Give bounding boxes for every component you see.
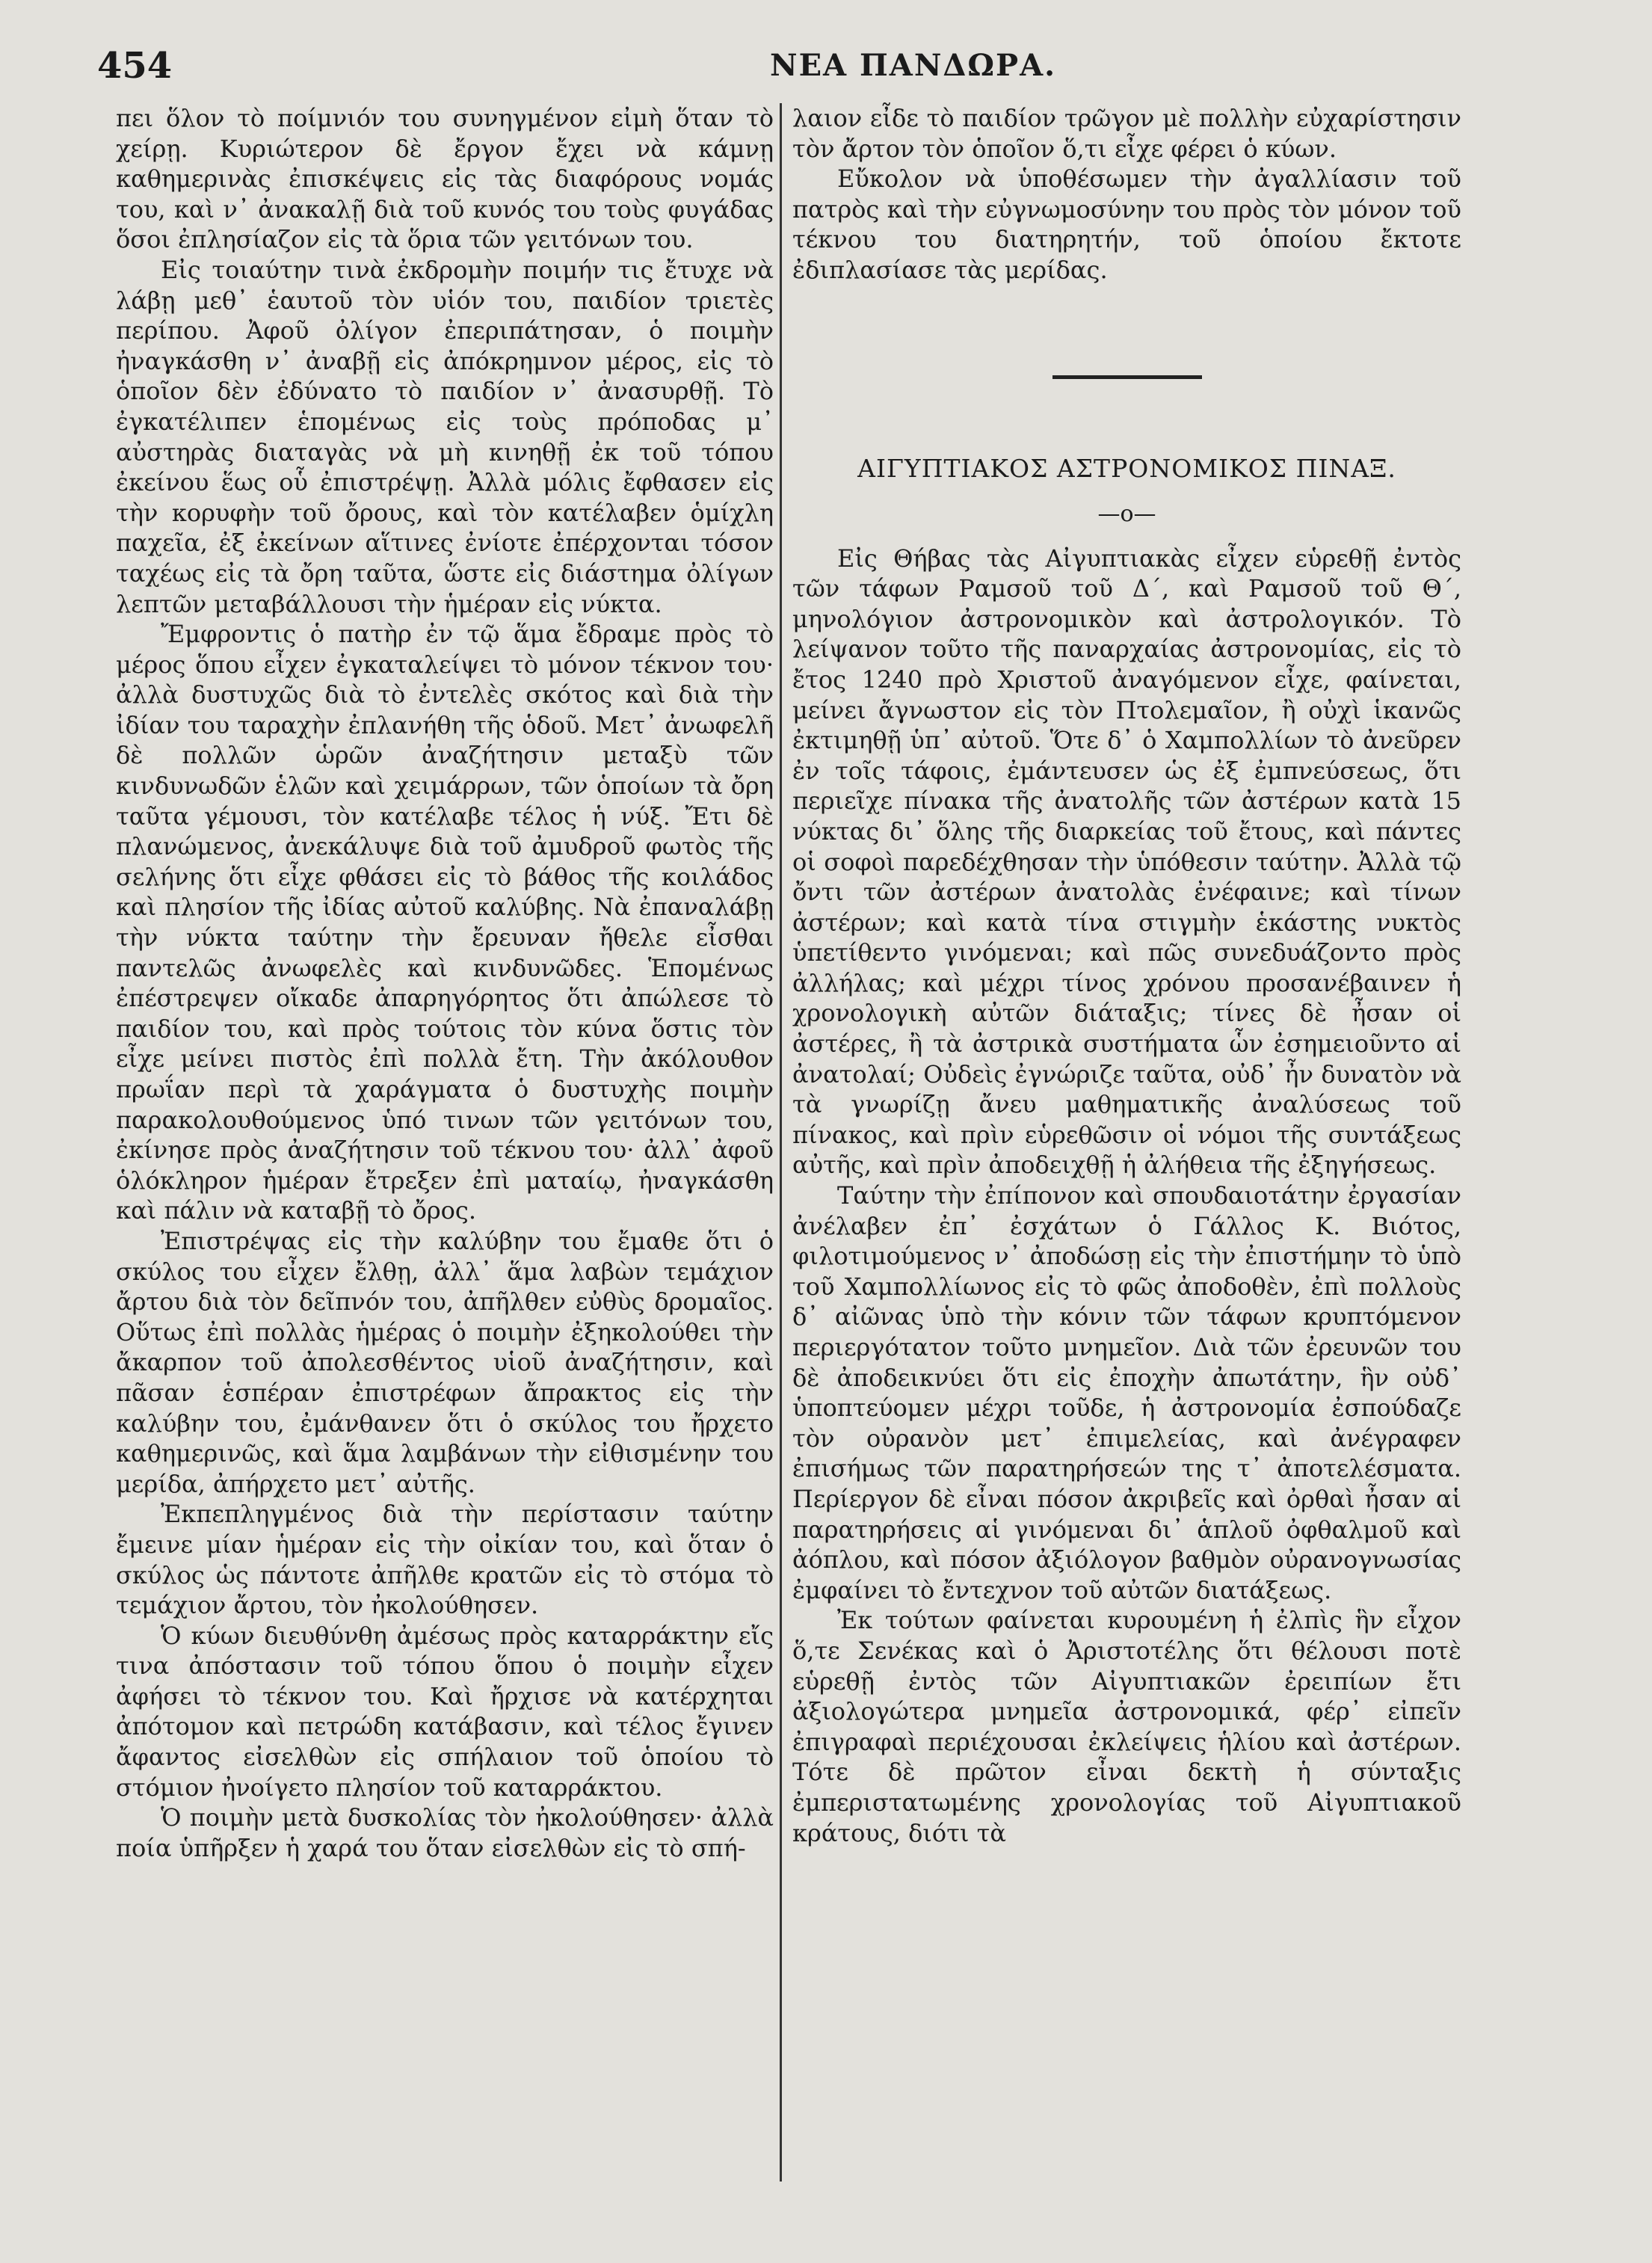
paragraph: Ὁ ποιμὴν μετὰ δυσκολίας τὸν ἠκολούθησεν· ἀλλὰ ποία ὑπῆρξεν ἡ χαρά του ὅταν εἰσελθὼν εἰς τὸ σπή- [116, 1803, 774, 1862]
paragraph: Εὔκολον νὰ ὑποθέσωμεν τὴν ἀγαλλίασιν τοῦ πατρὸς καὶ τὴν εὐγνωμοσύνην του πρὸς τὸν μόνον τοῦ τέκνου του διατηρητήν, τοῦ ὁποίου ἔκτοτε ἐδιπλασίασε τὰς μερίδας. [792, 164, 1461, 284]
page-number: 454 [97, 45, 173, 87]
right-column [792, 103, 1461, 1848]
column-rule [780, 103, 782, 2182]
paragraph: Ταύτην τὴν ἐπίπονον καὶ σπουδαιοτάτην ἐργασίαν ἀνέλαβεν ἐπ᾽ ἐσχάτων ὁ Γάλλος Κ. Βιότος, φιλοτιμούμενος ν᾽ ἀποδώσῃ εἰς τὴν ἐπιστήμην τὸ ὑπὸ τοῦ Χαμπολλίωνος εἰς τὸ φῶς ἀποδοθὲν, ἐπὶ πολλοὺς δ᾽ αἰῶνας ὑπὸ τὴν κόνιν τῶν τάφων κρυπτόμενον περιεργότατον τοῦτο μνημεῖον. Διὰ τῶν ἐρευνῶν του δὲ ἀποδεικνύει ὅτι εἰς ἐποχὴν ἀπωτάτην, ἣν οὐδ᾽ ὑποπτεύομεν μέχρι τοῦδε, ἡ ἀστρονομία ἐσπούδαζε τὸν οὐρανὸν μετ᾽ ἐπιμελείας, καὶ ἀνέγραφεν ἐπισήμως τῶν παρατηρήσεών της τ᾽ ἀποτελέσματα. Περίεργον δὲ εἶναι πόσον ἀκριβεῖς καὶ ὀρθαὶ ἦσαν αἱ παρατηρήσεις αἱ γινόμεναι δι᾽ ἁπλοῦ ὀφθαλμοῦ καὶ ἀόπλου, καὶ πόσον ἀξιόλογον βαθμὸν οὐρανογνωσίας ἐμφαίνει τὸ ἔντεχνον τοῦ αὐτῶν διατάξεως. [792, 1181, 1461, 1604]
paragraph: Ὁ κύων διευθύνθη ἀμέσως πρὸς καταρράκτην εἴς τινα ἀπόστασιν τοῦ τόπου ὅπου ὁ ποιμὴν εἶχεν ἀφήσει τὸ τέκνον του. Καὶ ἤρχισε νὰ κατέρχηται ἀπότομον καὶ πετρώδη κατάβασιν, καὶ τέλος ἔγινεν ἄφαντος εἰσελθὼν εἰς σπήλαιον τοῦ ὁποίου τὸ στόμιον ἠνοίγετο πλησίον τοῦ καταρράκτου. [116, 1621, 774, 1802]
paragraph: Ἐπιστρέψας εἰς τὴν καλύβην του ἔμαθε ὅτι ὁ σκύλος του εἶχεν ἔλθῃ, ἀλλ᾽ ἅμα λαβὼν τεμάχιον ἄρτου διὰ τὸν δεῖπνόν του, ἀπῆλθεν εὐθὺς δρομαῖος. Οὕτως ἐπὶ πολλὰς ἡμέρας ὁ ποιμὴν ἐξηκολούθει τὴν ἄκαρπον τοῦ ἀπολεσθέντος υἱοῦ ἀναζήτησιν, καὶ πᾶσαν ἑσπέραν ἐπιστρέφων ἄπρακτος εἰς τὴν καλύβην του, ἐμάνθανεν ὅτι ὁ σκύλος του ἤρχετο καθημερινῶς, καὶ ἅμα λαμβάνων τὴν εἰθισμένην του μερίδα, ἀπήρχετο μετ᾽ αὐτῆς. [116, 1226, 774, 1498]
paragraph: Ἐκπεπληγμένος διὰ τὴν περίστασιν ταύτην ἔμεινε μίαν ἡμέραν εἰς τὴν οἰκίαν του, καὶ ὅταν ὁ σκύλος ὡς πάντοτε ἀπῆλθε κρατῶν εἰς τὸ στόμα τὸ τεμάχιον ἄρτου, τὸν ἠκολούθησεν. [116, 1500, 774, 1620]
section-title: ΑΙΓΥΠΤΙΑΚΟΣ ΑΣΤΡΟΝΟΜΙΚΟΣ ΠΙΝΑΞ. [857, 453, 1396, 483]
paragraph: Ἐκ τούτων φαίνεται κυρουμένη ἡ ἐλπὶς ἣν εἶχον ὅ,τε Σενέκας καὶ ὁ Ἀριστοτέλης ὅτι θέλουσι ποτὲ εὑρεθῇ ἐντὸς τῶν Αἰγυπτιακῶν ἐρειπίων ἔτι ἀξιολογώτερα μνημεῖα ἀστρονομικά, φέρ᾽ εἰπεῖν ἐπιγραφαὶ περιέχουσαι ἐκλείψεις ἡλίου καὶ ἀστέρων. Τότε δὲ πρῶτον εἶναι δεκτὴ ἡ σύνταξις ἐμπεριστατωμένης χρονολογίας τοῦ Αἰγυπτιακοῦ κράτους, διότι τὰ [792, 1606, 1461, 1847]
paragraph: πει ὅλον τὸ ποίμνιόν του συνηγμένον εἰμὴ ὅταν τὸ χείρῃ. Κυριώτερον δὲ ἔργον ἔχει νὰ κάμνῃ καθημερινὰς ἐπισκέψεις εἰς τὰς διαφόρους νομάς του, καὶ ν᾽ ἀνακαλῇ διὰ τοῦ κυνός του τοὺς φυγάδας ὅσοι ἐπλησίαζον εἰς τὰ ὅρια τῶν γειτόνων του. [116, 104, 774, 254]
paragraph: Εἰς Θήβας τὰς Αἰγυπτιακὰς εἶχεν εὑρεθῇ ἐντὸς τῶν τάφων Ραμσοῦ τοῦ Δ΄, καὶ Ραμσοῦ τοῦ Θ΄, μηνολόγιον ἀστρονομικὸν καὶ ἀστρολογικόν. Τὸ λείψανον τοῦτο τῆς παναρχαίας ἀστρονομίας, εἰς τὸ ἔτος 1240 πρὸ Χριστοῦ ἀναγόμενον εἶχε, φαίνεται, μείνει ἄγνωστον εἰς τὸν Πτολεμαῖον, ἢ οὐχὶ ἱκανῶς ἐκτιμηθῇ ὑπ᾽ αὐτοῦ. Ὅτε δ᾽ ὁ Χαμπολλίων τὸ ἀνεῦρεν ἐν τοῖς τάφοις, ἐμάντευσεν ὡς ἐξ ἐμπνεύσεως, ὅτι περιεῖχε πίνακα τῆς ἀνατολῆς τῶν ἀστέρων κατὰ 15 νύκτας δι᾽ ὅλης τῆς διαρκείας τοῦ ἔτους, καὶ πάντες οἱ σοφοὶ παρεδέχθησαν τὴν ὑπόθεσιν ταύτην. Ἀλλὰ τῷ ὄντι τῶν ἀστέρων ἀνατολὰς ἐνέφαινε; καὶ τίνων ἀστέρων; καὶ κατὰ τίνα στιγμὴν ἑκάστης νυκτὸς ὑπετίθεντο γινόμεναι; καὶ πῶς συνεδυάζοντο πρὸς ἀλλήλας; καὶ μέχρι τίνος χρόνου προσανέβαινεν ἡ χρονολογικὴ αὐτῶν διάταξις; τίνες δὲ ἦσαν οἱ ἀστέρες, ἢ τὰ ἀστρικὰ συστήματα ὧν ἐσημειοῦντο αἱ ἀνατολαί; Οὐδεὶς ἐγνώριζε ταῦτα, οὐδ᾽ ἦν δυνατὸν νὰ τὰ γνωρίζῃ ἄνευ μαθηματικῆς ἀναλύσεως τοῦ πίνακος, καὶ πρὶν εὑρεθῶσιν οἱ νόμοι τῆς συντάξεως αὐτῆς, καὶ πρὶν ἀποδειχθῇ ἡ ἀλήθεια τῆς ἐξηγήσεως. [792, 544, 1461, 1180]
paragraph: λαιον εἶδε τὸ παιδίον τρῶγον μὲ πολλὴν εὐχαρίστησιν τὸν ἄρτον τὸν ὁποῖον ὅ,τι εἶχε φέρει ὁ κύων. [792, 104, 1461, 163]
paragraph: Εἰς τοιαύτην τινὰ ἐκδρομὴν ποιμήν τις ἔτυχε νὰ λάβῃ μεθ᾽ ἑαυτοῦ τὸν υἱόν του, παιδίον τριετὲς περίπου. Ἀφοῦ ὀλίγον ἐπεριπάτησαν, ὁ ποιμὴν ἠναγκάσθη ν᾽ ἀναβῇ εἰς ἀπόκρημνον μέρος, εἰς τὸ ὁποῖον δὲν ἐδύνατο τὸ παιδίον ν᾽ ἀνασυρθῇ. Τὸ ἐγκατέλιπεν ἑπομένως εἰς τοὺς πρόποδας μ᾽ αὐστηρὰς διαταγὰς νὰ μὴ κινηθῇ ἐκ τοῦ τόπου ἐκείνου ἕως οὗ ἐπιστρέψῃ. Ἀλλὰ μόλις ἔφθασεν εἰς τὴν κορυφὴν τοῦ ὄρους, καὶ τὸν κατέλαβεν ὁμίχλη παχεῖα, ἐξ ἐκείνων αἵτινες ἐνίοτε ἐπέρχονται τόσον ταχέως εἰς τὰ ὄρη ταῦτα, ὥστε εἰς διάστημα ὀλίγων λεπτῶν μεταβάλλουσι τὴν ἡμέραν εἰς νύκτα. [116, 255, 774, 618]
left-column [116, 103, 774, 1863]
section-ornament: —ο— [1097, 500, 1156, 527]
section-divider [1052, 375, 1202, 379]
running-title: ΝΕΑ ΠΑΝΔΩΡΑ. [770, 48, 1057, 83]
page-header [97, 45, 1473, 105]
paragraph: Ἔμφροντις ὁ πατὴρ ἐν τῷ ἅμα ἔδραμε πρὸς τὸ μέρος ὅπου εἶχεν ἐγκαταλείψει τὸ μόνον τέκνον του· ἀλλὰ δυστυχῶς διὰ τὸ ἐντελὲς σκότος καὶ διὰ τὴν ἰδίαν του ταραχὴν ἐπλανήθη τῆς ὁδοῦ. Μετ᾽ ἀνωφελῆ δὲ πολλῶν ὡρῶν ἀναζήτησιν μεταξὺ τῶν κινδυνωδῶν ἑλῶν καὶ χειμάρρων, τῶν ὁποίων τὰ ὄρη ταῦτα γέμουσι, τὸν κατέλαβε τέλος ἡ νύξ. Ἔτι δὲ πλανώμενος, ἀνεκάλυψε διὰ τοῦ ἀμυδροῦ φωτὸς τῆς σελήνης ὅτι εἶχε φθάσει εἰς τὸ βάθος τῆς κοιλάδος καὶ πλησίον τῆς ἰδίας αὐτοῦ καλύβης. Νὰ ἐπαναλάβῃ τὴν νύκτα ταύτην τὴν ἔρευναν ἤθελε εἶσθαι παντελῶς ἀνωφελὲς καὶ κινδυνῶδες. Ἑπομένως ἐπέστρεψεν οἴκαδε ἀπαρηγόρητος ὅτι ἀπώλεσε τὸ παιδίον του, καὶ πρὸς τούτοις τὸν κύνα ὅστις τὸν εἶχε μείνει πιστὸς ἐπὶ πολλὰ ἔτη. Τὴν ἀκόλουθον πρωΐαν περὶ τὰ χαράγματα ὁ δυστυχὴς ποιμὴν παρακολουθούμενος ὑπό τινων τῶν γειτόνων του, ἐκίνησε πρὸς ἀναζήτησιν τοῦ τέκνου του· ἀλλ᾽ ἀφοῦ ὁλόκληρον ἡμέραν ἔτρεξεν ἐπὶ ματαίῳ, ἠναγκάσθη καὶ πάλιν νὰ καταβῇ τὸ ὄρος. [116, 620, 774, 1225]
